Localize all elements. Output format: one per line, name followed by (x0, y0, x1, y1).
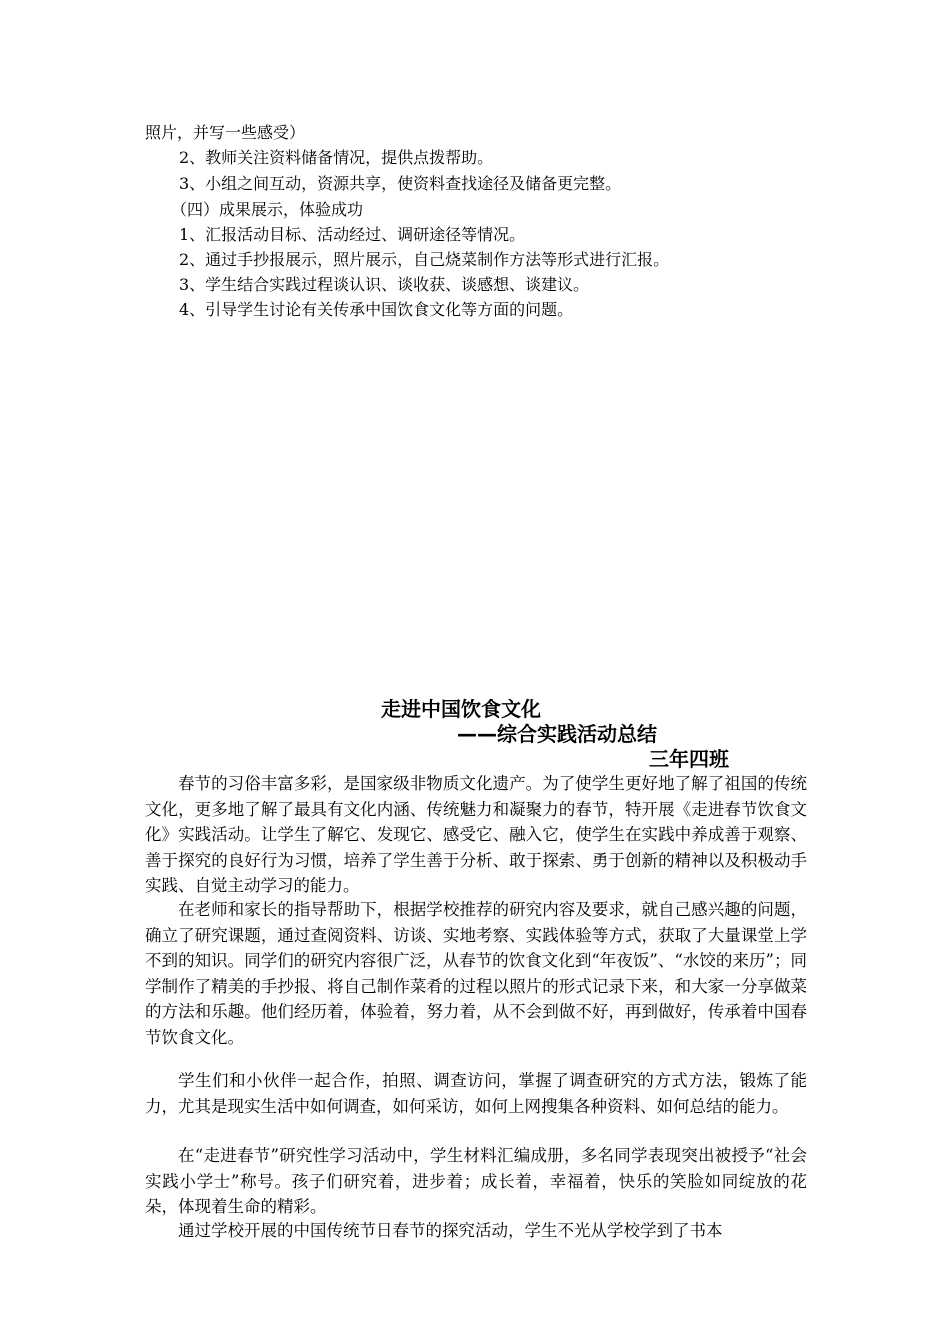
text-line: 3、学生结合实践过程谈认识、谈收获、谈感想、谈建议。 (179, 275, 590, 294)
paragraph: 在“走进春节”研究性学习活动中，学生材料汇编成册，多名同学表现突出被授予“社会实践小学士”称号。孩子们研究着，进步着；成长着，幸福着，快乐的笑脸如同绽放的花朵，体现着生命的精彩。 (145, 1146, 807, 1217)
class-name: 三年四班 (649, 747, 729, 771)
paragraph: 学生们和小伙伴一起合作，拍照、调查访问，掌握了调查研究的方式方法，锻炼了能力，尤其是现实生活中如何调查，如何采访，如何上网搜集各种资料、如何总结的能力。 (145, 1071, 807, 1116)
text-line: 1、汇报活动目标、活动经过、调研途径等情况。 (179, 225, 526, 244)
text-line: 照片，并写一些感受） (145, 123, 306, 142)
paragraph: 通过学校开展的中国传统节日春节的探究活动，学生不光从学校学到了书本 (178, 1221, 723, 1240)
text-line: 3、小组之间互动，资源共享，使资料查找途径及储备更完整。 (179, 174, 622, 193)
document-title: 走进中国饮食文化 (381, 697, 541, 721)
paragraph: 在老师和家长的指导帮助下，根据学校推荐的研究内容及要求，就自己感兴趣的问题，确立了研究课题，通过查阅资料、访谈、实地考察、实践体验等方式，获取了大量课堂上学不到的知识。同学们的研究内容很广泛，从春节的饮食文化到“年夜饭”、“水饺的来历”；同学制作了精美的手抄报、将自己制作菜肴的过程以照片的形式记录下来，和大家一分享做菜的方法和乐趣。他们经历着，体验着，努力着，从不会到做不好，再到做好，传承着中国春节饮食文化。 (145, 900, 807, 1047)
section-heading: （四）成果展示，体验成功 (171, 200, 364, 219)
text-line: 2、教师关注资料储备情况，提供点拨帮助。 (179, 148, 494, 167)
text-line: 2、通过手抄报展示，照片展示，自己烧菜制作方法等形式进行汇报。 (179, 250, 670, 269)
text-line: 4、引导学生讨论有关传承中国饮食文化等方面的问题。 (179, 300, 574, 319)
document-subtitle: ——综合实践活动总结 (457, 722, 657, 746)
paragraph: 春节的习俗丰富多彩，是国家级非物质文化遗产。为了使学生更好地了解了祖国的传统文化，更多地了解了最具有文化内涵、传统魅力和凝聚力的春节，特开展《走进春节饮食文化》实践活动。让学生了解它、发现它、感受它、融入它，使学生在实践中养成善于观察、善于探究的良好行为习惯，培养了学生善于分析、敢于探索、勇于创新的精神以及积极动手实践、自觉主动学习的能力。 (145, 774, 807, 896)
